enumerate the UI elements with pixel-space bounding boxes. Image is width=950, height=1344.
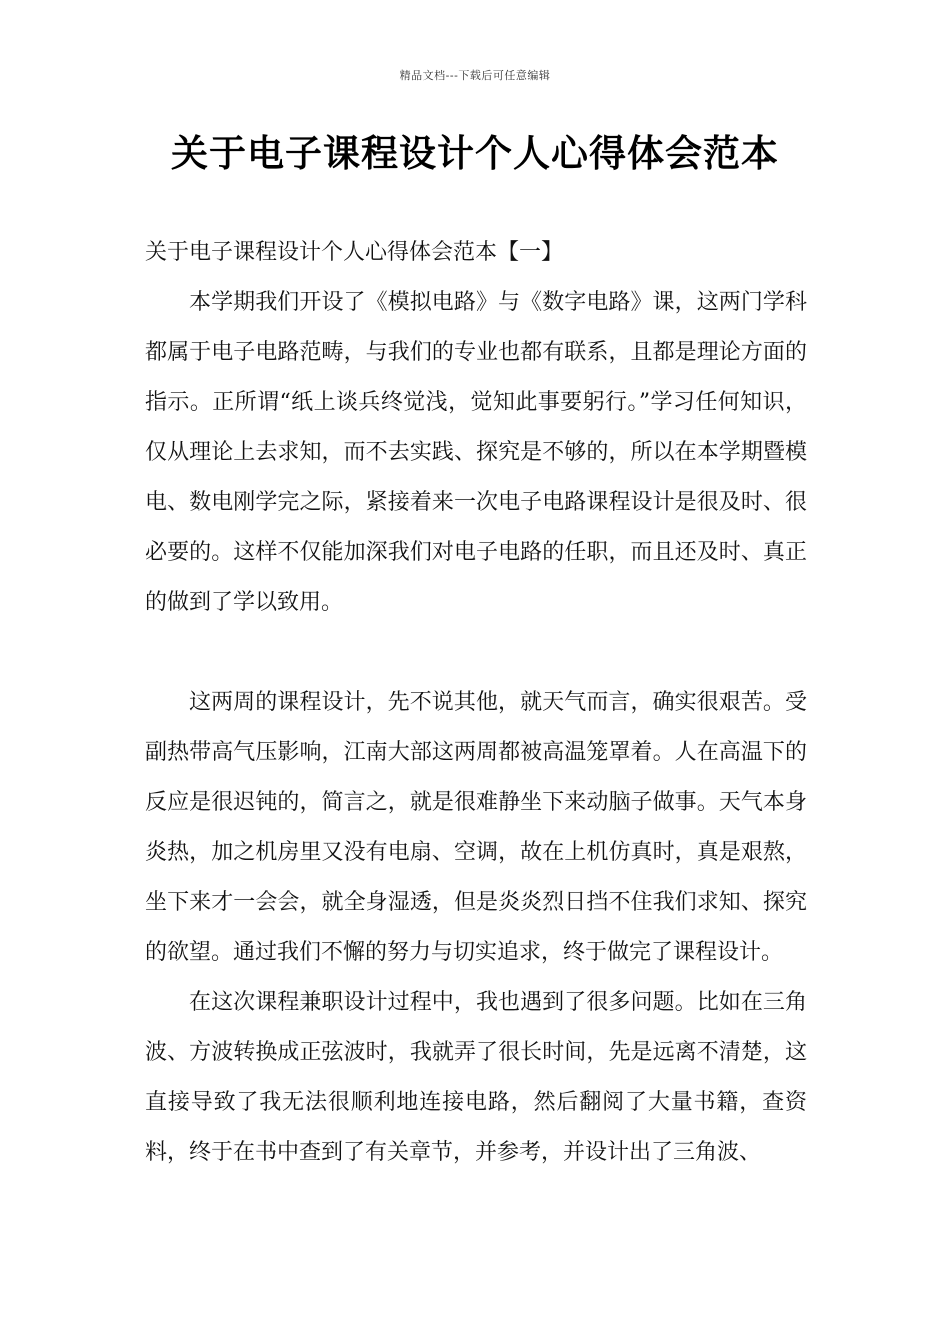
- header-note: 精品文档---下载后可任意编辑: [399, 69, 551, 82]
- paragraph-2: 这两周的课程设计，先不说其他，就天气而言，确实很艰苦。受副热带高气压影响，江南大部这两周都被高温笼罩着。人在高温下的反应是很迟钝的，简言之，就是很难静坐下来动脑子做事。天气本身炎热，加之机房里又没有电扇、空调，故在上机仿真时，真是艰熬，坐下来才一会会，就全身湿透，但是炎炎烈日挡不住我们求知、探究的欲望。通过我们不懈的努力与切实追求，终于做完了课程设计。: [145, 690, 807, 965]
- document-title: 关于电子课程设计个人心得体会范本: [171, 131, 779, 175]
- section-title: 关于电子课程设计个人心得体会范本【一】: [145, 240, 564, 265]
- paragraph-3: 在这次课程兼职设计过程中，我也遇到了很多问题。比如在三角波、方波转换成正弦波时，我就弄了很长时间，先是远离不清楚，这直接导致了我无法很顺利地连接电路，然后翻阅了大量书籍，查资料，终于在书中查到了有关章节，并参考，并设计出了三角波、: [145, 990, 807, 1165]
- paragraph-1: 本学期我们开设了《模拟电路》与《数字电路》课，这两门学科都属于电子电路范畴，与我们的专业也都有联系，且都是理论方面的指示。正所谓“纸上谈兵终觉浅，觉知此事要躬行。”学习任何知识，仅从理论上去求知，而不去实践、探究是不够的，所以在本学期暨模电、数电刚学完之际，紧接着来一次电子电路课程设计是很及时、很必要的。这样不仅能加深我们对电子电路的任职，而且还及时、真正的做到了学以致用。: [145, 290, 807, 615]
- paragraph-spacer: [145, 628, 807, 678]
- document-body: [145, 228, 807, 1178]
